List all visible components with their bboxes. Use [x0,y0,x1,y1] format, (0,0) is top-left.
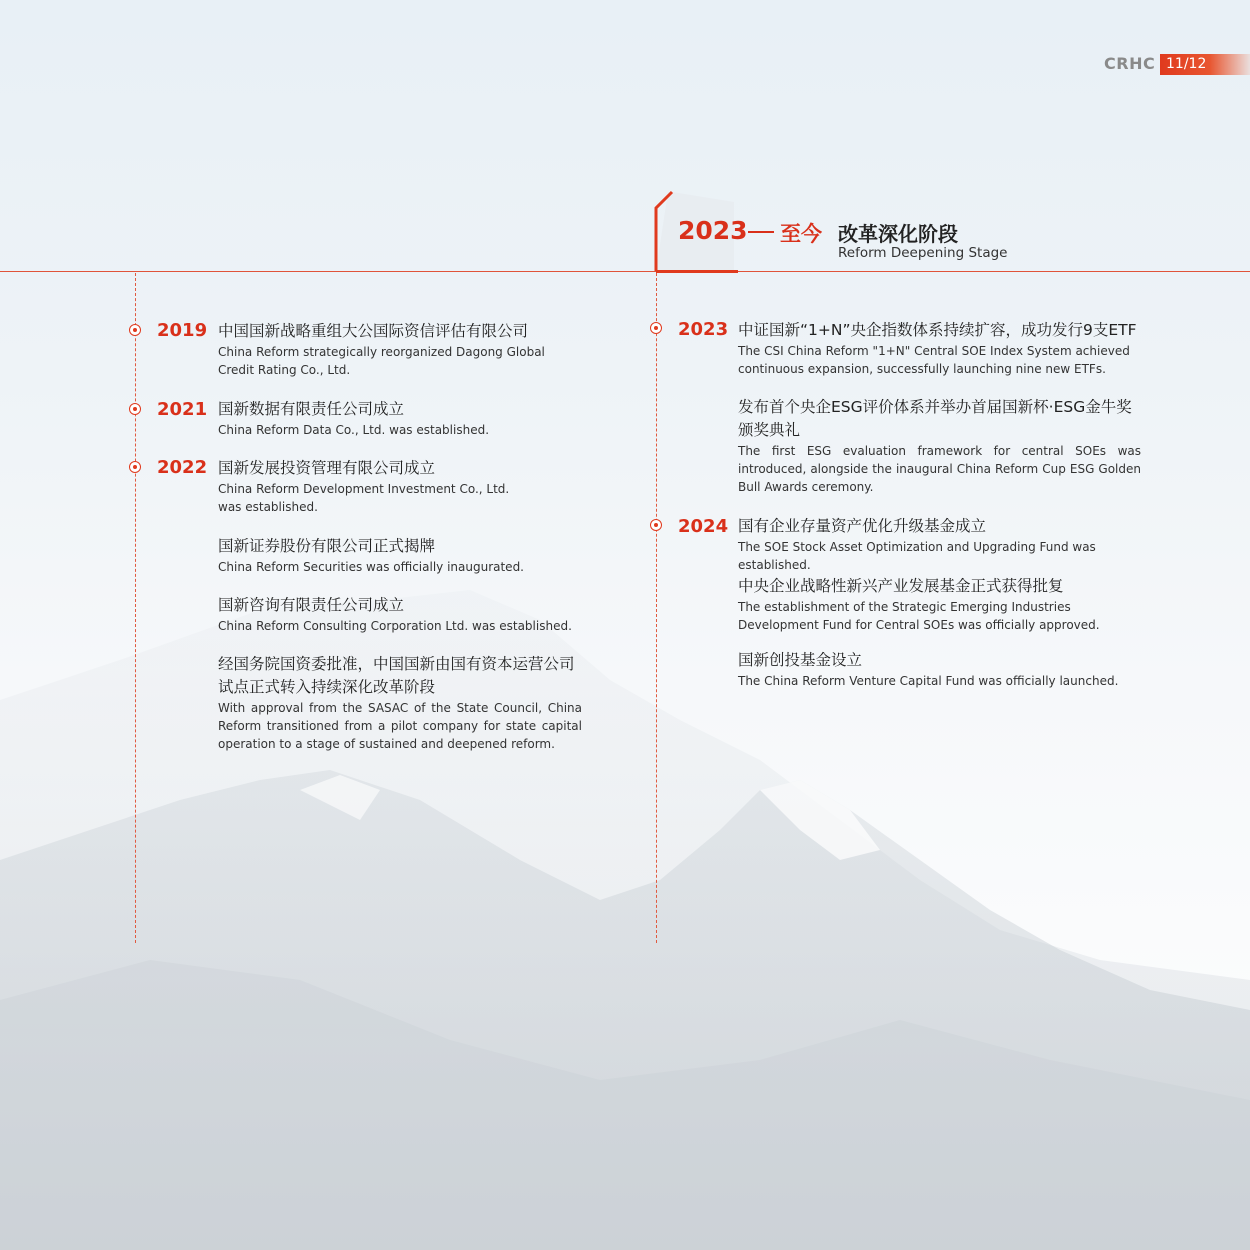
entry-text-en: The CSI China Reform "1+N" Central SOE Index System achieved continuous expansion, successfully launching nine new ETFs. [738,344,1130,376]
timeline-entry [738,319,1158,378]
timeline-entry [218,653,582,753]
entry-text-en: The establishment of the Strategic Emerging Industries Development Fund for Central SOEs was officially approved. [738,600,1100,632]
timeline-entry [218,398,578,439]
entry-title-zh: 国新数据有限责任公司成立 [218,400,405,418]
timeline-entry [738,396,1141,496]
stage-dash [748,231,774,233]
brand-name: CRHC [1104,54,1156,73]
entry-text-en: China Reform strategically reorganized Dagong Global Credit Rating Co., Ltd. [218,345,545,377]
year-label: 2021 [157,399,208,420]
entry-title-zh: 发布首个央企ESG评价体系并举办首届国新杯·ESG金牛奖颁奖典礼 [738,398,1132,439]
entry-text-en: The China Reform Venture Capital Fund was officially launched. [738,674,1119,688]
entry-text-en: With approval from the SASAC of the State Council, China Reform transitioned from a pilot company for state capital operation to a stage of sustained and deepened reform. [218,701,582,751]
entry-text-en: China Reform Development Investment Co., Ltd. was established. [218,482,510,514]
entry-title-zh: 国新发展投资管理有限公司成立 [218,459,436,477]
timeline-entry [738,515,1168,574]
entry-title-zh: 中央企业战略性新兴产业发展基金正式获得批复 [738,577,1064,595]
entry-title-zh: 中证国新“1+N”央企指数体系持续扩容，成功发行9支ETF [738,321,1137,339]
entry-title-zh: 中国国新战略重组大公国际资信评估有限公司 [218,322,529,340]
entry-title-zh: 国新创投基金设立 [738,651,863,669]
stage-now: 至今 [780,222,822,246]
year-label: 2022 [157,457,208,478]
stage-title: 改革深化阶段 [838,222,958,246]
entry-text-en: China Reform Securities was officially inaugurated. [218,560,524,574]
timeline-line-left [135,273,136,943]
entry-text-en: The SOE Stock Asset Optimization and Upgrading Fund was established. [738,540,1096,572]
timeline-dot-icon [650,519,662,531]
horizontal-rule [0,271,1250,272]
stage-subtitle: Reform Deepening Stage [838,245,1008,261]
entry-text-en: China Reform Data Co., Ltd. was established. [218,423,490,437]
timeline-entry [218,457,518,516]
entry-title-zh: 经国务院国资委批准，中国国新由国有资本运营公司试点正式转入持续深化改革阶段 [218,655,575,696]
page-number-badge: 11/12 [1160,54,1250,75]
timeline-entry [738,575,1138,634]
timeline-dot-icon [650,322,662,334]
timeline-entry [218,594,588,635]
entry-title-zh: 国新咨询有限责任公司成立 [218,596,405,614]
year-label: 2024 [678,516,729,537]
year-label: 2023 [678,319,729,340]
timeline-line-right [656,273,657,943]
timeline-dot-icon [129,324,141,336]
timeline-entry [218,535,578,576]
entry-title-zh: 国有企业存量资产优化升级基金成立 [738,517,987,535]
entry-text-en: China Reform Consulting Corporation Ltd. was established. [218,619,572,633]
entry-title-zh: 国新证券股份有限公司正式揭牌 [218,537,436,555]
timeline-entry [738,649,1158,690]
timeline-dot-icon [129,403,141,415]
stage-year: 2023 [678,216,748,245]
rule-accent [656,270,738,273]
timeline-entry [218,320,558,379]
entry-text-en: The first ESG evaluation framework for central SOEs was introduced, alongside the inaugural China Reform Cup ESG Golden Bull Awards ceremony. [738,444,1141,494]
year-label: 2019 [157,320,208,341]
timeline-dot-icon [129,461,141,473]
